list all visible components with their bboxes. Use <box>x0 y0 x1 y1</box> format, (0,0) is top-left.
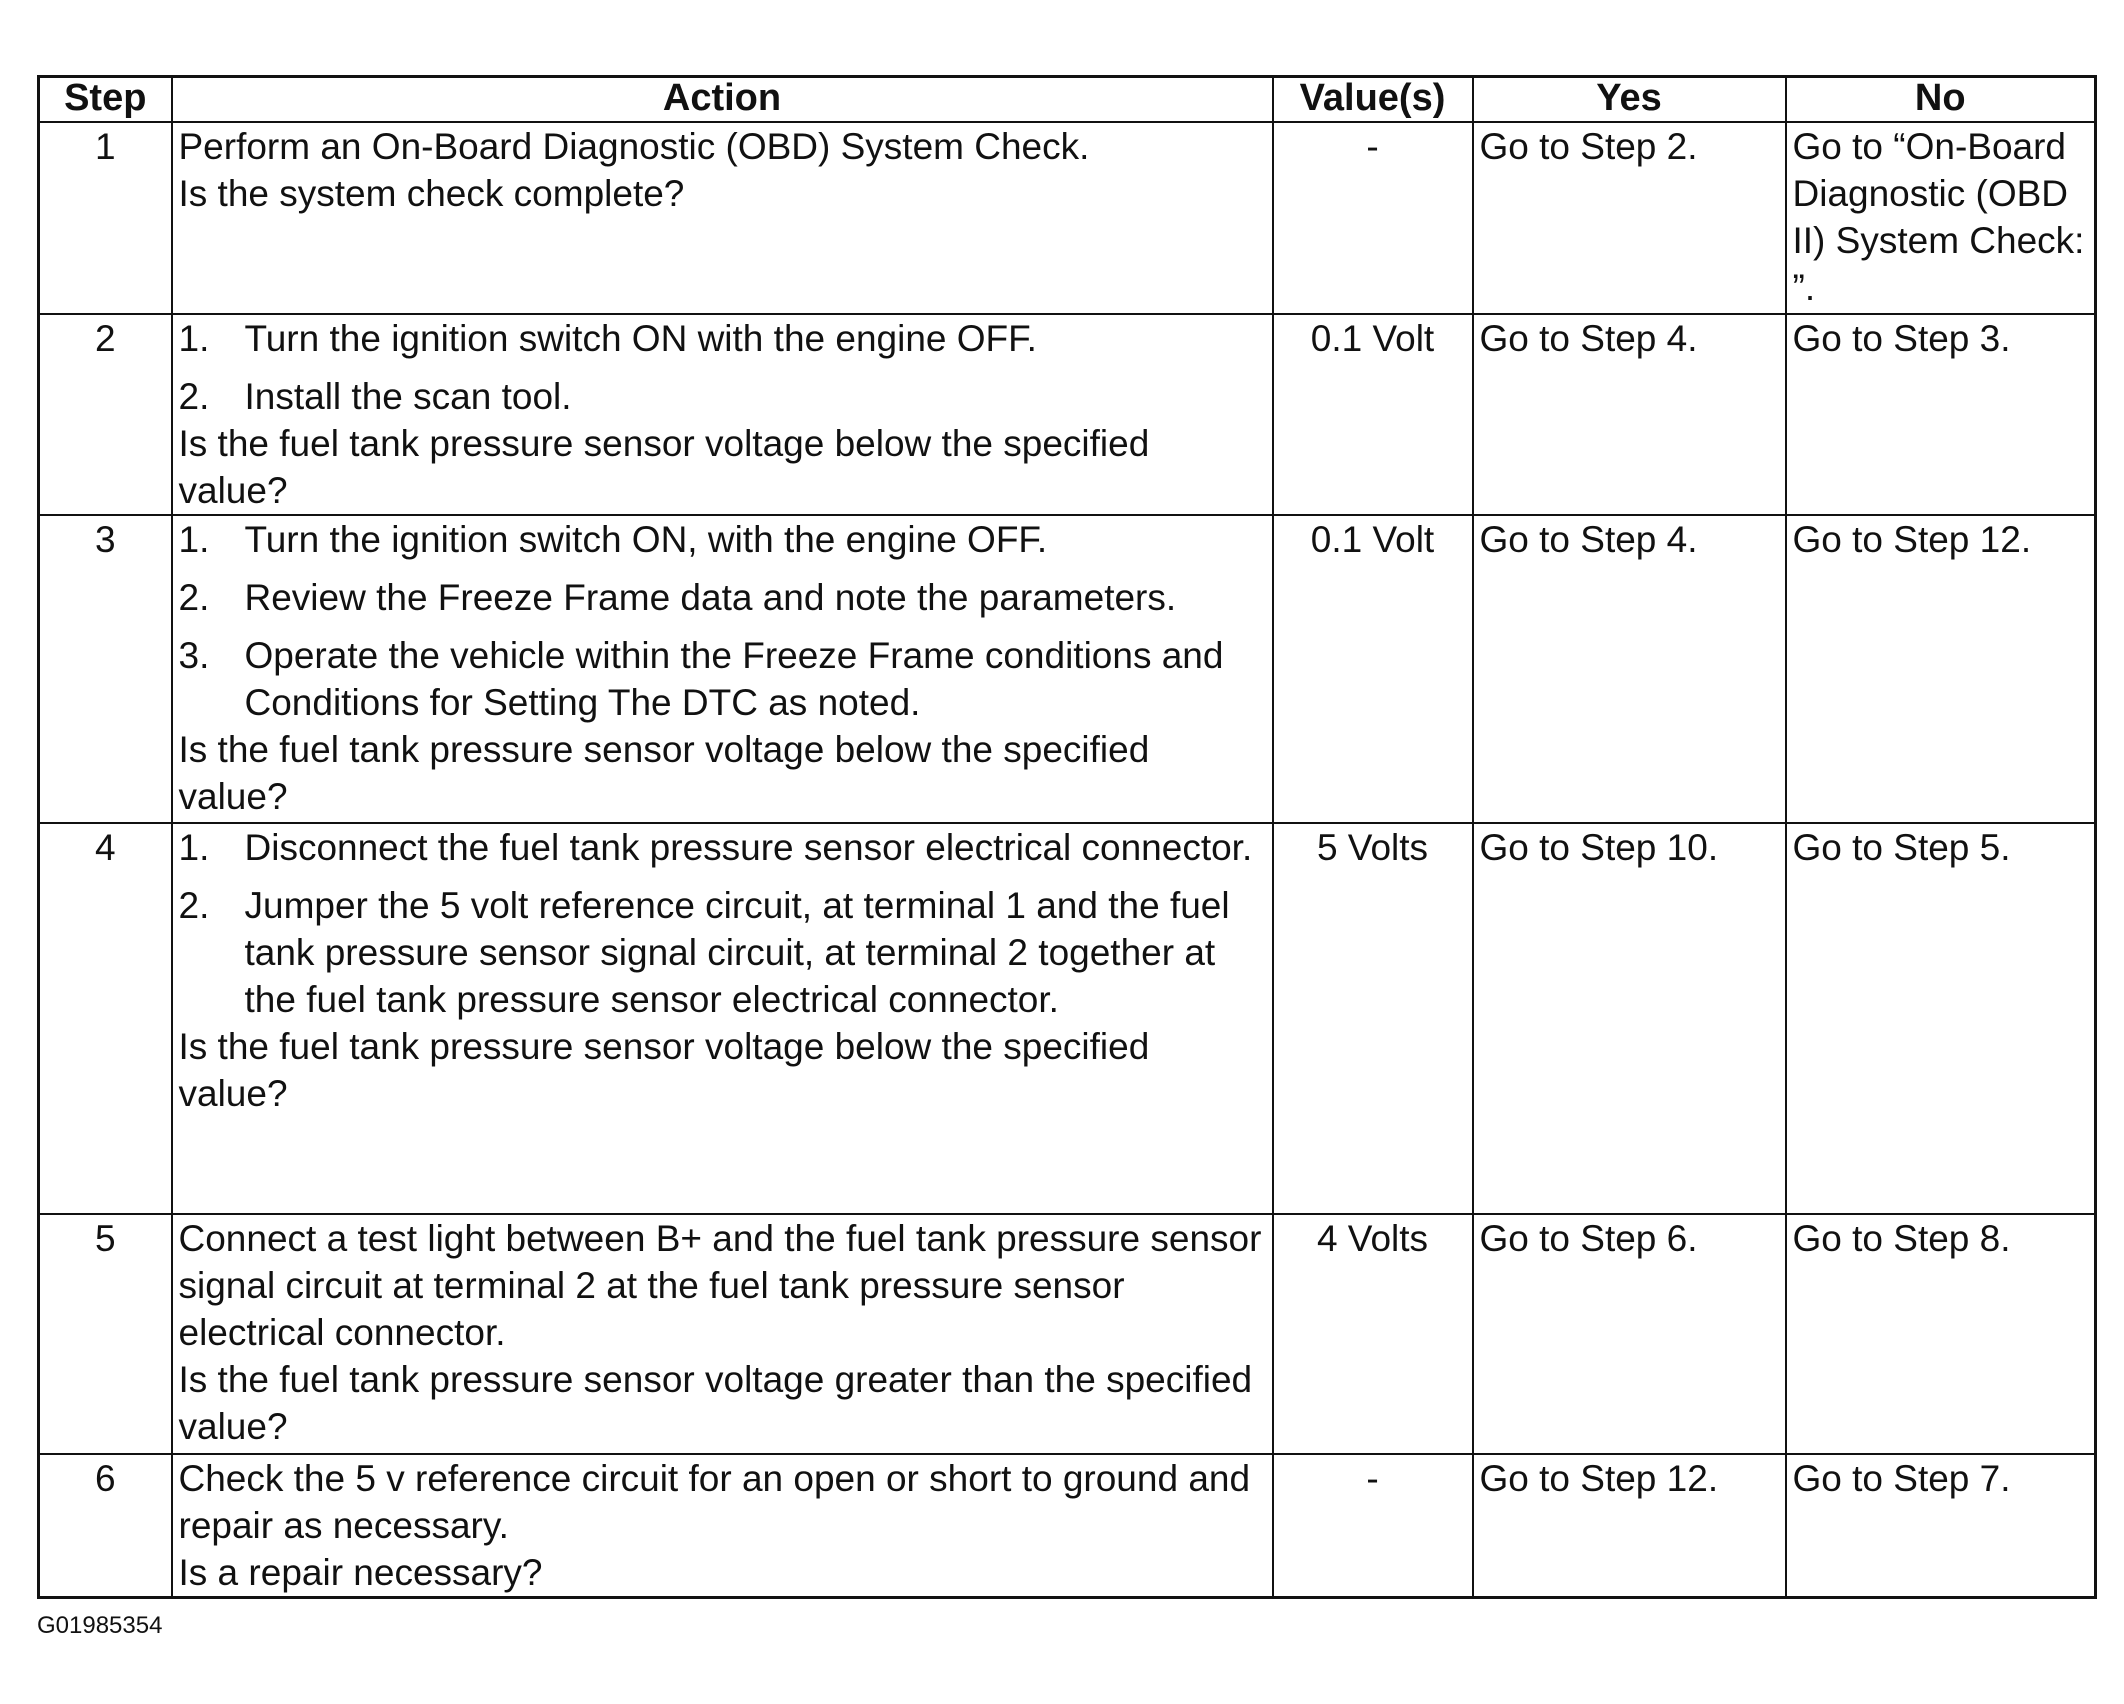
action-instruction: Connect a test light between B+ and the fuel tank pressure sensor signal circuit at terminal 2 at the fuel tank pressure sensor electrical connector. <box>178 1218 1262 1353</box>
action-instruction: Perform an On-Board Diagnostic (OBD) System Check. <box>178 126 1090 167</box>
step-number: 3 <box>39 515 172 823</box>
action-question: Is the fuel tank pressure sensor voltage below the specified value? <box>178 1026 1150 1114</box>
step-number: 6 <box>39 1454 172 1598</box>
step-number: 1 <box>39 122 172 314</box>
substep-number: 1. <box>178 827 210 868</box>
substep-item <box>179 574 1266 621</box>
action-cell <box>172 823 1273 1214</box>
action-cell <box>172 1454 1273 1598</box>
action-cell <box>172 122 1273 314</box>
value-cell: 0.1 Volt <box>1273 314 1473 515</box>
substep-list <box>179 516 1266 726</box>
yes-cell: Go to Step 4. <box>1473 515 1786 823</box>
header-value: Value(s) <box>1273 77 1473 123</box>
substep-number: 2. <box>178 577 210 618</box>
step-number: 2 <box>39 314 172 515</box>
no-cell: Go to Step 5. <box>1786 823 2096 1214</box>
action-question: Is the system check complete? <box>178 173 685 214</box>
substep-text: Turn the ignition switch ON with the engine OFF. <box>244 318 1037 359</box>
no-cell: Go to Step 8. <box>1786 1214 2096 1454</box>
action-question: Is the fuel tank pressure sensor voltage greater than the specified value? <box>178 1359 1253 1447</box>
substep-item <box>179 315 1266 362</box>
yes-cell: Go to Step 4. <box>1473 314 1786 515</box>
substep-number: 2. <box>178 376 210 417</box>
action-question: Is a repair necessary? <box>178 1552 543 1593</box>
value-cell: 4 Volts <box>1273 1214 1473 1454</box>
value-cell: - <box>1273 1454 1473 1598</box>
yes-cell: Go to Step 6. <box>1473 1214 1786 1454</box>
substep-text: Turn the ignition switch ON, with the engine OFF. <box>244 519 1048 560</box>
substep-number: 3. <box>178 635 210 676</box>
no-cell: Go to Step 12. <box>1786 515 2096 823</box>
step-number: 4 <box>39 823 172 1214</box>
no-cell: Go to “On-Board Diagnostic (OBD II) System Check: ”. <box>1786 122 2096 314</box>
substep-item <box>179 632 1266 726</box>
substep-item <box>179 882 1266 1023</box>
action-question: Is the fuel tank pressure sensor voltage below the specified value? <box>178 729 1150 817</box>
yes-cell: Go to Step 10. <box>1473 823 1786 1214</box>
header-no: No <box>1786 77 2096 123</box>
yes-cell: Go to Step 2. <box>1473 122 1786 314</box>
action-instruction: Check the 5 v reference circuit for an open or short to ground and repair as necessary. <box>178 1458 1251 1546</box>
substep-number: 2. <box>178 885 210 926</box>
value-cell: - <box>1273 122 1473 314</box>
substep-number: 1. <box>178 318 210 359</box>
header-yes: Yes <box>1473 77 1786 123</box>
table-row <box>39 314 2096 515</box>
yes-cell: Go to Step 12. <box>1473 1454 1786 1598</box>
action-question: Is the fuel tank pressure sensor voltage below the specified value? <box>178 423 1150 511</box>
header-step: Step <box>39 77 172 123</box>
table-row <box>39 122 2096 314</box>
substep-text: Disconnect the fuel tank pressure sensor electrical connector. <box>244 827 1253 868</box>
substep-text: Operate the vehicle within the Freeze Frame conditions and Conditions for Setting The DTC as noted. <box>244 635 1224 723</box>
substep-text: Jumper the 5 volt reference circuit, at terminal 1 and the fuel tank pressure sensor signal circuit, at terminal 2 together at the fuel tank pressure sensor electrical connector. <box>244 885 1230 1020</box>
substep-item <box>179 516 1266 563</box>
table-row <box>39 515 2096 823</box>
table-row <box>39 823 2096 1214</box>
step-number: 5 <box>39 1214 172 1454</box>
substep-number: 1. <box>178 519 210 560</box>
table-row <box>39 1454 2096 1598</box>
substep-item <box>179 824 1266 871</box>
substep-list <box>179 315 1266 420</box>
substep-text: Install the scan tool. <box>244 376 572 417</box>
figure-code: G01985354 <box>37 1612 163 1639</box>
table-row <box>39 1214 2096 1454</box>
action-cell <box>172 1214 1273 1454</box>
value-cell: 0.1 Volt <box>1273 515 1473 823</box>
header-row <box>39 77 2096 123</box>
action-cell <box>172 515 1273 823</box>
substep-text: Review the Freeze Frame data and note the parameters. <box>244 577 1177 618</box>
substep-list <box>179 824 1266 1023</box>
no-cell: Go to Step 3. <box>1786 314 2096 515</box>
no-cell: Go to Step 7. <box>1786 1454 2096 1598</box>
action-cell <box>172 314 1273 515</box>
header-action: Action <box>172 77 1273 123</box>
value-cell: 5 Volts <box>1273 823 1473 1214</box>
substep-item <box>179 373 1266 420</box>
diagnostic-table <box>37 75 2097 1599</box>
